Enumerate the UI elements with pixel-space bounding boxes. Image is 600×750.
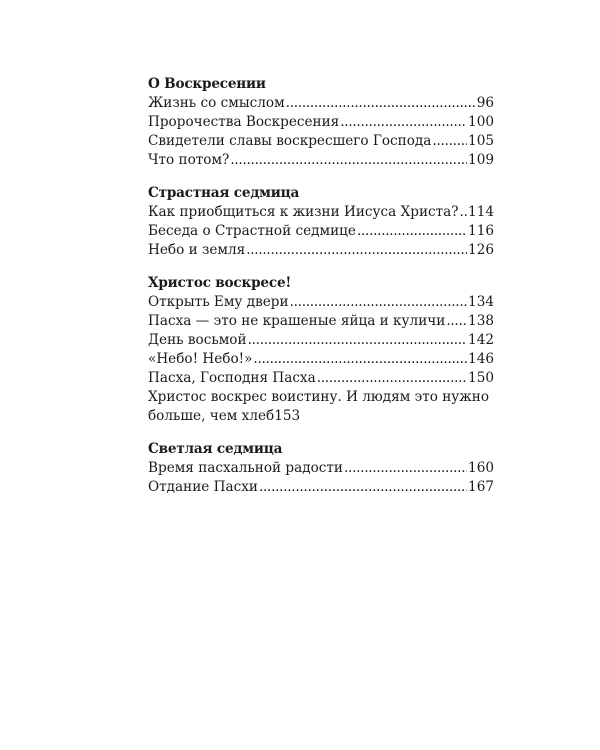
entry-page-number: 100 (468, 114, 494, 130)
section-heading: Страстная седмица (148, 185, 300, 201)
entry-page-number: 109 (468, 152, 494, 168)
toc-section (148, 440, 494, 497)
toc-entry[interactable] (148, 459, 494, 478)
entry-title: Жизнь со смыслом (148, 95, 285, 111)
dot-leader (340, 113, 467, 132)
toc-entry[interactable] (148, 478, 494, 497)
entry-title: Беседа о Страстной седмице (148, 223, 356, 239)
dot-leader (253, 350, 467, 369)
entry-title: «Небо! Небо!» (148, 351, 253, 367)
dot-leader (246, 241, 467, 260)
toc-entry[interactable] (148, 293, 494, 312)
entry-title-line2: больше, чем хлеб (148, 408, 275, 424)
toc-entry[interactable] (148, 203, 494, 222)
entry-title: День восьмой (148, 332, 247, 348)
entry-title: Пасха — это не крашеные яйца и куличи (148, 313, 446, 329)
dot-leader (357, 222, 467, 241)
toc-entry[interactable] (148, 331, 494, 350)
entry-page-number: 160 (468, 460, 494, 476)
entry-title: Небо и земля (148, 242, 246, 258)
entry-page-number: 96 (476, 95, 494, 111)
toc-section (148, 75, 494, 170)
dot-leader (446, 312, 467, 331)
dot-leader (230, 151, 467, 170)
toc-entry[interactable] (148, 350, 494, 369)
toc-entry[interactable] (148, 369, 494, 388)
toc-entry[interactable] (148, 94, 494, 113)
entry-title: Пророчества Воскресения (148, 114, 340, 130)
entry-last-line (148, 407, 494, 426)
entry-title: Открыть Ему двери (148, 294, 289, 310)
toc-entry[interactable] (148, 113, 494, 132)
entry-title: Пасха, Господня Пасха (148, 370, 316, 386)
dot-leader (248, 331, 467, 350)
toc-entry[interactable] (148, 388, 494, 426)
dot-leader (344, 459, 467, 478)
entry-page-number: 134 (468, 294, 494, 310)
entry-title: Как приобщиться к жизни Иисуса Христа? (148, 204, 459, 220)
toc-entry[interactable] (148, 151, 494, 170)
toc-section (148, 184, 494, 260)
toc-entry[interactable] (148, 222, 494, 241)
dot-leader (317, 369, 467, 388)
entry-page-number: 153 (274, 408, 301, 424)
dot-leader (286, 94, 476, 113)
entry-page-number: 167 (468, 479, 494, 495)
toc-entry[interactable] (148, 132, 494, 151)
entry-title: Отдание Пасхи (148, 479, 258, 495)
entry-page-number: 105 (468, 133, 494, 149)
entry-page-number: 142 (468, 332, 494, 348)
section-heading: О Воскресении (148, 76, 266, 92)
entry-page-number: 138 (468, 313, 494, 329)
dot-leader (259, 478, 467, 497)
entry-title: Что потом? (148, 152, 230, 168)
entry-page-number: 126 (468, 242, 494, 258)
toc-entry[interactable] (148, 312, 494, 331)
entry-title: Время пасхальной радости (148, 460, 343, 476)
entry-page-number: 114 (468, 204, 494, 220)
section-heading: Христос воскресе! (148, 275, 292, 291)
dot-leader (290, 293, 467, 312)
toc-entry[interactable] (148, 241, 494, 260)
entry-page-number: 116 (468, 223, 494, 239)
table-of-contents (148, 75, 494, 511)
toc-section (148, 274, 494, 426)
dot-leader (460, 203, 468, 222)
entry-title: Свидетели славы воскресшего Господа (148, 133, 432, 149)
entry-page-number: 146 (468, 351, 494, 367)
entry-page-number: 150 (468, 370, 494, 386)
section-heading: Светлая седмица (148, 441, 283, 457)
entry-title-line1: Христос воскрес воистину. И людям это нужно (148, 389, 490, 405)
dot-leader (432, 132, 467, 151)
